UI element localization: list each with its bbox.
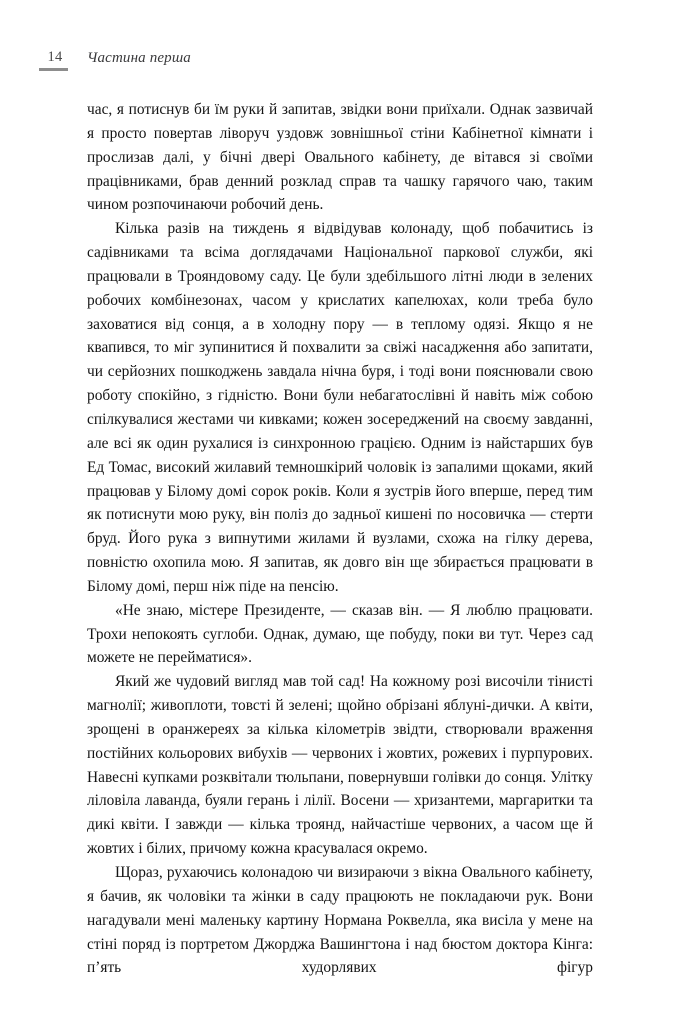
paragraph-dialogue: «Не знаю, містере Президенте, — сказав він. — Я люблю працювати. Трохи непокоять суглоби. Однак, думаю, ще побуду, поки ви тут. Через сад можете не перейматися». — [87, 601, 593, 667]
paragraph-page-break: Щораз, рухаючись колонадою чи визираючи з вікна Овального кабінету, я бачив, як чоловіки та жінки в саду працюють не покладаючи рук. Вони нагадували мені маленьку картину Нормана Роквелла, яка висіла у мене на стіні поряд із портретом Джорджа Вашингтона і над бюстом доктора Кінга: п’ять худорлявих фігур — [87, 864, 593, 977]
running-head-title: Частина перша — [87, 50, 191, 66]
running-header — [0, 49, 675, 79]
paragraph: Який же чудовий вигляд мав той сад! На кожному розі височіли тінисті магнолії; живоплоти, товсті й зелені; щойно обрізані яблуні-дички. А квіти, зрощені в оранжереях за кілька кілометрів звідти, створювали враження постійних кольорових вибухів — червоних і жовтих, рожевих і пурпурових. Навесні купками розквітали тюльпани, повернувши голівки до сонця. Улітку ліловіла лаванда, буяли герань і лілії. Восени — хризантеми, маргаритки та дикі квіти. І завжди — кілька троянд, найчастіше червоних, а часом ще й жовтих і білих, причому кожна красувалася окремо. — [87, 673, 593, 858]
page-number: 14 — [47, 49, 63, 65]
paragraph: Кілька разів на тиждень я відвідував колонаду, щоб побачитись із садівниками та всіма доглядачами Національної паркової служби, які працювали в Трояндовому саду. Це були здебільшого літні люди в зелених робочих комбінезонах, часом у крислатих капелюхах, коли треба було заховатися від сонця, а в холодну пору — в теплому одязі. Якщо я не квапився, то міг зупинитися й похвалити за свіжі насадження або запитати, чи серйозних пошкоджень завдала нічна буря, і тоді вони пояснювали свою роботу спокійно, з гідністю. Вони були небагатослівні й навіть між собою спілкувалися жестами чи кивками; кожен зосереджений на своєму завданні, але всі як один рухалися із синхронною грацією. Одним із найстарших був Ед Томас, високий жилавий темношкірий чоловік із запалими щоками, який працював у Білому домі сорок років. Коли я зустрів його вперше, перед тим як потиснути мою руку, він поліз до задньої кишені по носовичка — стерти бруд. Його рука з випнутими жилами й вузлами, схожа на гілку дерева, повністю охопила мою. Я запитав, як довго він ще збирається працювати в Білому домі, перш ніж піде на пенсію. — [87, 220, 593, 595]
body-text-block — [87, 98, 593, 980]
paragraph-continuation: час, я потиснув би їм руки й запитав, звідки вони приїхали. Однак зазвичай я просто повертав ліворуч уздовж зовнішньої стіни Кабінетної кімнати і прослизав далі, у бічні двері Овального кабінету, де вітався зі своїми працівниками, брав денний розклад справ та чашку гарячого чаю, таким чином розпочинаючи робочий день. — [87, 101, 593, 214]
page-number-rule — [39, 68, 68, 71]
